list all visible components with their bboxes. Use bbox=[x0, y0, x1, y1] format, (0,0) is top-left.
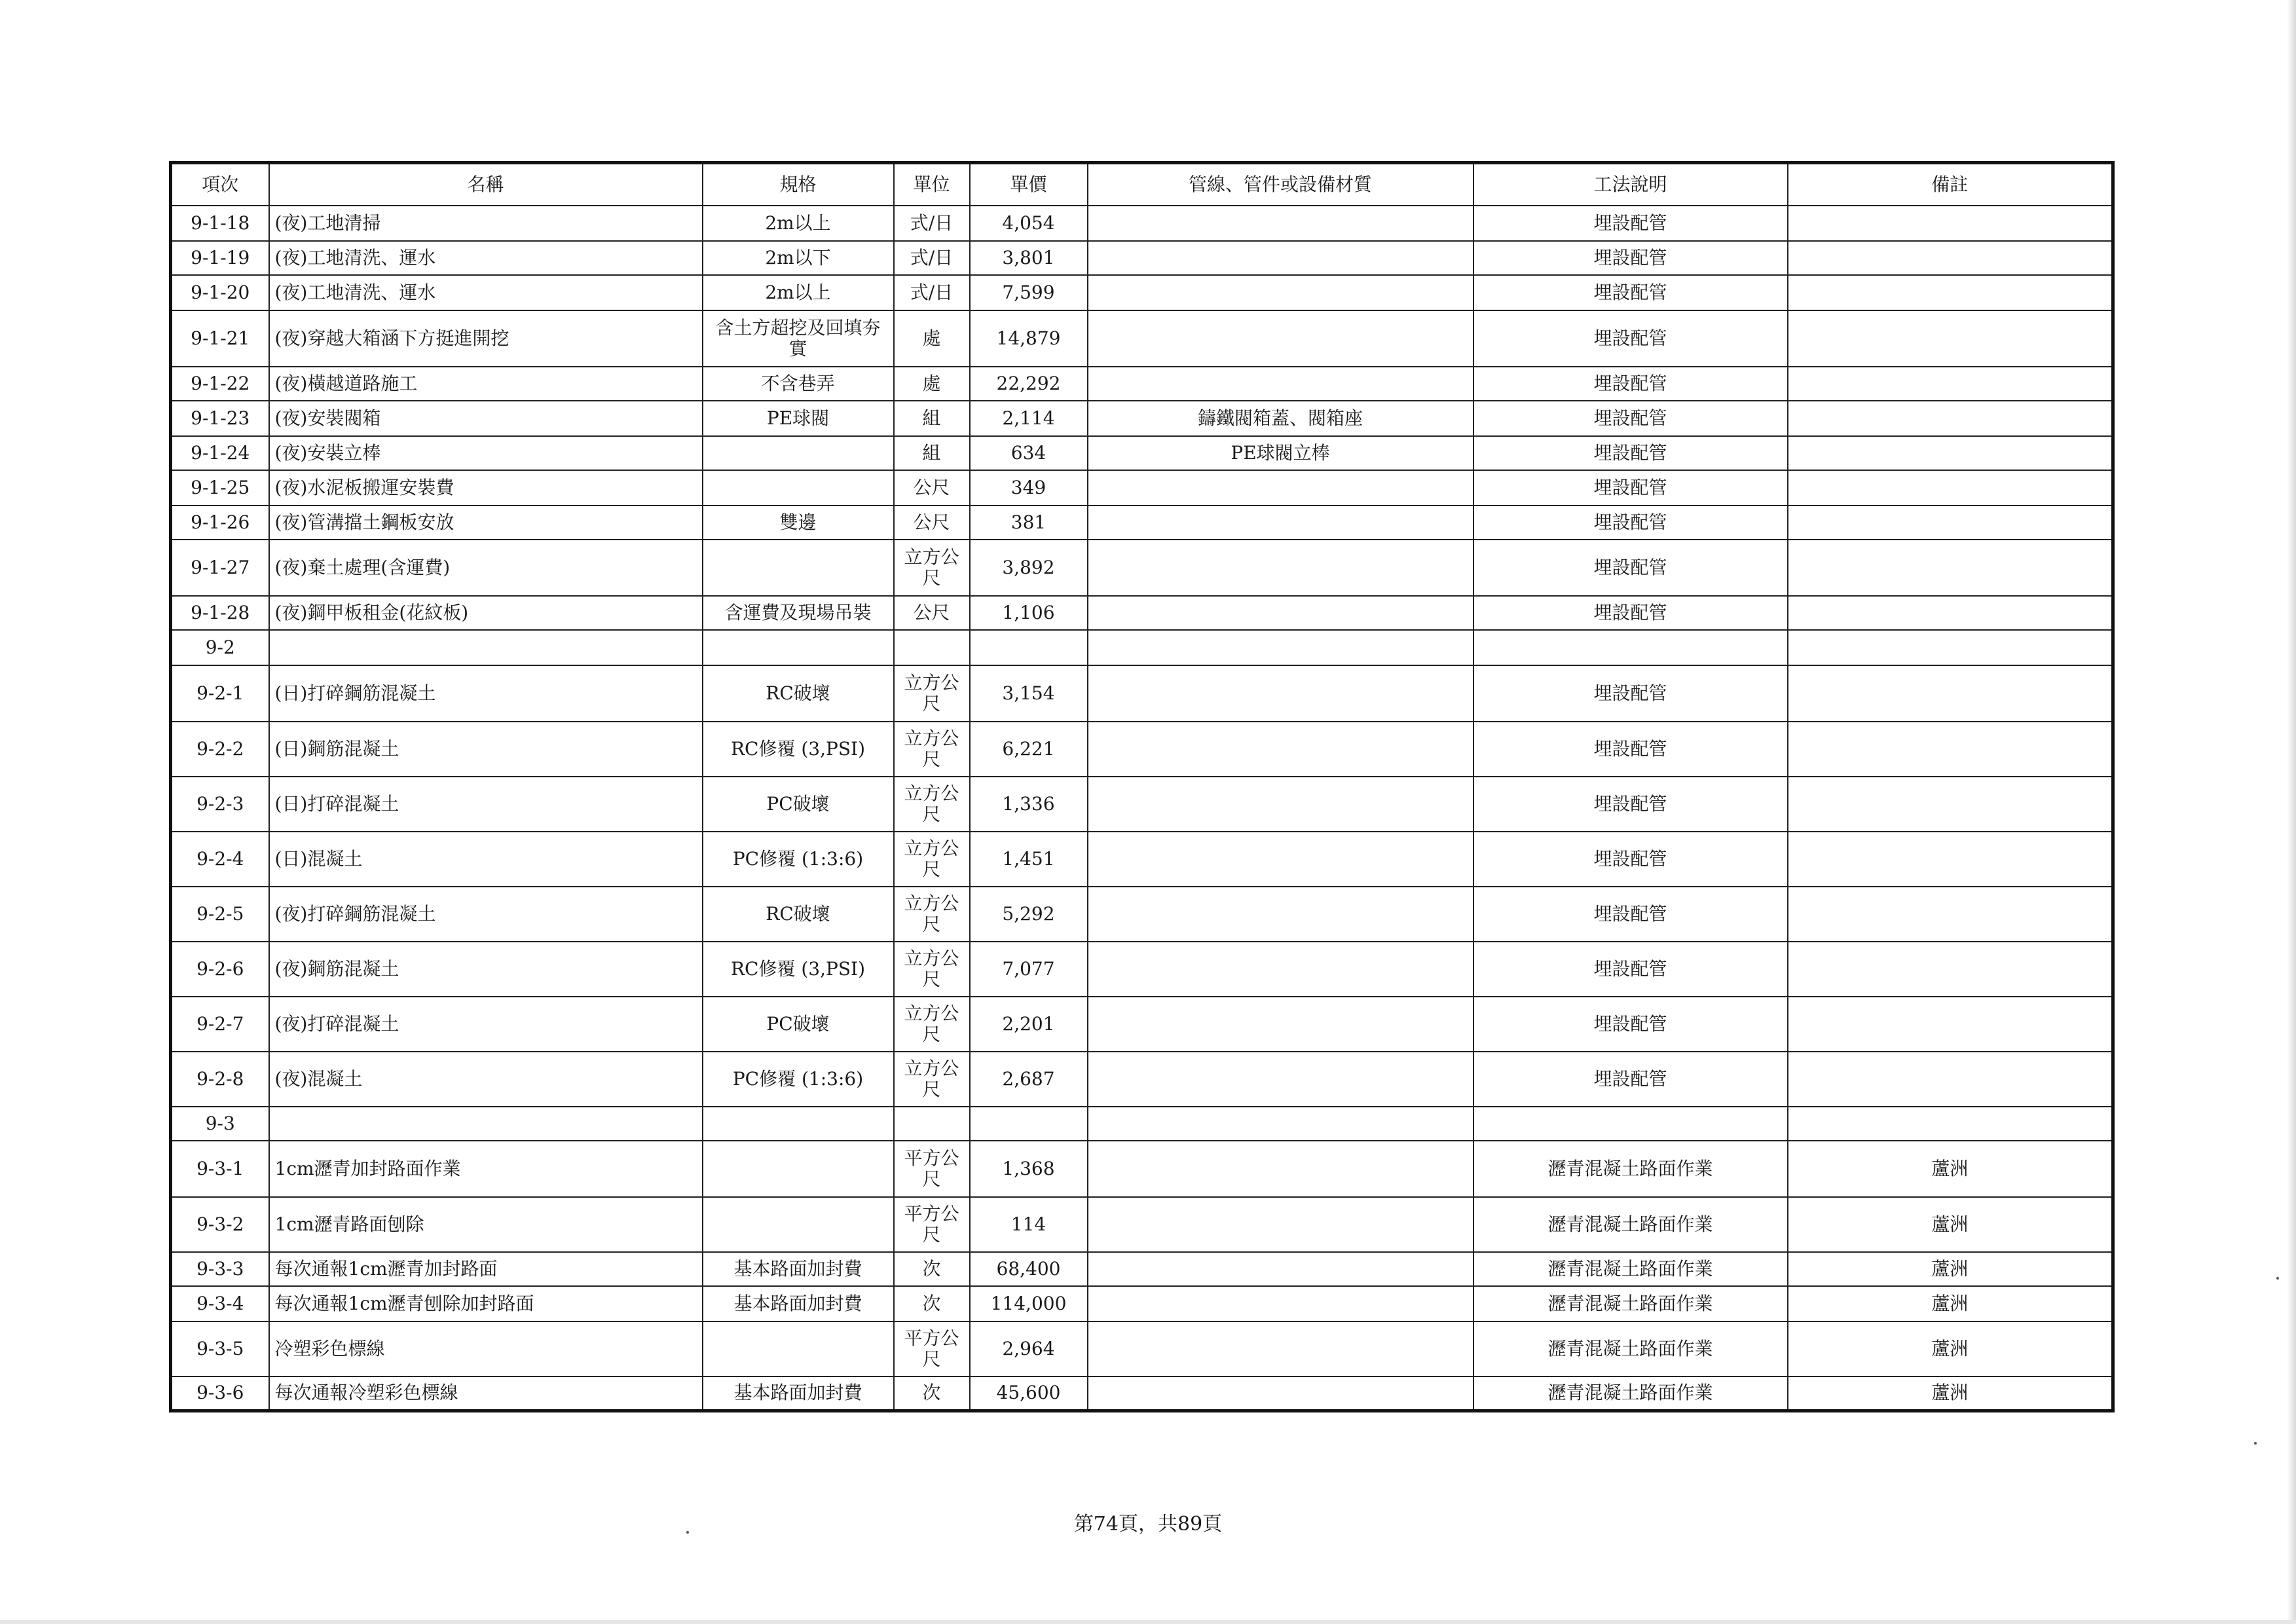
table-row bbox=[171, 206, 2113, 241]
cell-name: (日)打碎鋼筋混凝土 bbox=[269, 665, 703, 722]
cell-unit-price: 1,336 bbox=[970, 777, 1088, 832]
cell-spec: 基本路面加封費 bbox=[703, 1252, 894, 1286]
cell-unit: 立方公尺 bbox=[894, 722, 970, 777]
cell-method: 埋設配管 bbox=[1473, 596, 1788, 630]
table-row bbox=[171, 1197, 2113, 1252]
cell-unit: 公尺 bbox=[894, 596, 970, 630]
cell-material bbox=[1088, 1052, 1473, 1107]
cell-unit-price: 114,000 bbox=[970, 1286, 1088, 1321]
cell-item-no: 9-3-4 bbox=[171, 1286, 269, 1321]
cell-method: 埋設配管 bbox=[1473, 665, 1788, 722]
cell-method: 埋設配管 bbox=[1473, 942, 1788, 997]
table-row bbox=[171, 506, 2113, 540]
table-row bbox=[171, 630, 2113, 665]
cell-unit: 立方公尺 bbox=[894, 540, 970, 596]
cell-unit: 平方公尺 bbox=[894, 1197, 970, 1252]
cell-spec bbox=[703, 1197, 894, 1252]
cell-remark bbox=[1788, 470, 2113, 506]
cell-material bbox=[1088, 540, 1473, 596]
cell-unit-price: 3,154 bbox=[970, 665, 1088, 722]
cell-spec: 基本路面加封費 bbox=[703, 1286, 894, 1321]
cell-remark bbox=[1788, 241, 2113, 275]
cell-unit: 組 bbox=[894, 436, 970, 470]
table-row bbox=[171, 1107, 2113, 1141]
cell-method: 埋設配管 bbox=[1473, 997, 1788, 1052]
table-row bbox=[171, 997, 2113, 1052]
cell-name: (夜)打碎鋼筋混凝土 bbox=[269, 887, 703, 942]
cell-unit-price: 2,964 bbox=[970, 1321, 1088, 1376]
cell-unit-price: 3,892 bbox=[970, 540, 1088, 596]
cell-method: 埋設配管 bbox=[1473, 887, 1788, 942]
cell-spec: PC修覆 (1:3:6) bbox=[703, 1052, 894, 1107]
cell-unit-price: 7,599 bbox=[970, 275, 1088, 310]
cell-name: (夜)水泥板搬運安裝費 bbox=[269, 470, 703, 506]
cell-item-no: 9-2-6 bbox=[171, 942, 269, 997]
table-row bbox=[171, 722, 2113, 777]
cell-spec: PC破壞 bbox=[703, 997, 894, 1052]
cell-material bbox=[1088, 241, 1473, 275]
table-row bbox=[171, 1252, 2113, 1286]
cell-method: 埋設配管 bbox=[1473, 241, 1788, 275]
cell-item-no: 9-2-1 bbox=[171, 665, 269, 722]
cell-spec: 2m以上 bbox=[703, 275, 894, 310]
cell-unit-price: 381 bbox=[970, 506, 1088, 540]
cell-unit: 式/日 bbox=[894, 206, 970, 241]
cell-name: (夜)穿越大箱涵下方挺進開挖 bbox=[269, 310, 703, 367]
cell-method: 埋設配管 bbox=[1473, 401, 1788, 436]
cell-item-no: 9-1-24 bbox=[171, 436, 269, 470]
cell-spec: 2m以下 bbox=[703, 241, 894, 275]
cell-unit-price: 14,879 bbox=[970, 310, 1088, 367]
table-row bbox=[171, 241, 2113, 275]
cell-material bbox=[1088, 275, 1473, 310]
cell-spec: RC破壞 bbox=[703, 887, 894, 942]
cell-spec: 不含巷弄 bbox=[703, 367, 894, 401]
table-row bbox=[171, 310, 2113, 367]
header-name: 名稱 bbox=[269, 163, 703, 206]
cell-name: (夜)鋼甲板租金(花紋板) bbox=[269, 596, 703, 630]
cell-name: 1cm瀝青路面刨除 bbox=[269, 1197, 703, 1252]
cell-remark: 蘆洲 bbox=[1788, 1141, 2113, 1197]
table-row bbox=[171, 401, 2113, 436]
cell-item-no: 9-1-25 bbox=[171, 470, 269, 506]
cell-method: 埋設配管 bbox=[1473, 540, 1788, 596]
cell-unit: 立方公尺 bbox=[894, 832, 970, 887]
header-remarks: 備註 bbox=[1788, 163, 2113, 206]
cell-unit-price: 1,451 bbox=[970, 832, 1088, 887]
cell-method: 埋設配管 bbox=[1473, 832, 1788, 887]
cell-name: (夜)安裝閥箱 bbox=[269, 401, 703, 436]
cell-unit-price: 634 bbox=[970, 436, 1088, 470]
cell-name: 每次通報冷塑彩色標線 bbox=[269, 1376, 703, 1411]
table-row bbox=[171, 470, 2113, 506]
cell-name: (夜)打碎混凝土 bbox=[269, 997, 703, 1052]
cell-unit-price: 68,400 bbox=[970, 1252, 1088, 1286]
table-row bbox=[171, 596, 2113, 630]
cell-unit-price: 22,292 bbox=[970, 367, 1088, 401]
cell-unit-price: 2,201 bbox=[970, 997, 1088, 1052]
page-bottom-edge bbox=[0, 1620, 2296, 1624]
scan-speck bbox=[686, 1531, 689, 1534]
cell-unit: 處 bbox=[894, 310, 970, 367]
cell-material bbox=[1088, 1252, 1473, 1286]
cell-spec: RC修覆 (3,PSI) bbox=[703, 722, 894, 777]
cell-remark bbox=[1788, 630, 2113, 665]
cell-unit-price: 3,801 bbox=[970, 241, 1088, 275]
cell-remark bbox=[1788, 310, 2113, 367]
cell-unit: 立方公尺 bbox=[894, 997, 970, 1052]
cell-remark bbox=[1788, 540, 2113, 596]
cell-material: PE球閥立棒 bbox=[1088, 436, 1473, 470]
cell-remark bbox=[1788, 1107, 2113, 1141]
cell-method: 埋設配管 bbox=[1473, 722, 1788, 777]
cell-item-no: 9-2-3 bbox=[171, 777, 269, 832]
cell-item-no: 9-3-5 bbox=[171, 1321, 269, 1376]
cell-item-no: 9-3-2 bbox=[171, 1197, 269, 1252]
cell-method bbox=[1473, 630, 1788, 665]
cell-spec: 雙邊 bbox=[703, 506, 894, 540]
cell-item-no: 9-1-20 bbox=[171, 275, 269, 310]
cell-spec: PC破壞 bbox=[703, 777, 894, 832]
cell-material bbox=[1088, 206, 1473, 241]
table-header-row bbox=[171, 163, 2113, 206]
cell-remark: 蘆洲 bbox=[1788, 1376, 2113, 1411]
cell-material bbox=[1088, 1197, 1473, 1252]
cell-unit-price bbox=[970, 630, 1088, 665]
cell-unit: 式/日 bbox=[894, 241, 970, 275]
cell-item-no: 9-3-1 bbox=[171, 1141, 269, 1197]
header-unit-price: 單價 bbox=[970, 163, 1088, 206]
cell-name: 冷塑彩色標線 bbox=[269, 1321, 703, 1376]
cell-spec: 基本路面加封費 bbox=[703, 1376, 894, 1411]
cell-method: 埋設配管 bbox=[1473, 367, 1788, 401]
cell-item-no: 9-2-4 bbox=[171, 832, 269, 887]
cell-unit: 立方公尺 bbox=[894, 665, 970, 722]
cell-remark bbox=[1788, 275, 2113, 310]
cell-unit: 平方公尺 bbox=[894, 1141, 970, 1197]
header-unit: 單位 bbox=[894, 163, 970, 206]
cell-item-no: 9-1-22 bbox=[171, 367, 269, 401]
table-row bbox=[171, 1376, 2113, 1411]
cell-spec: 含土方超挖及回填夯實 bbox=[703, 310, 894, 367]
cell-remark bbox=[1788, 401, 2113, 436]
cell-method: 埋設配管 bbox=[1473, 777, 1788, 832]
cell-unit bbox=[894, 1107, 970, 1141]
cell-unit: 立方公尺 bbox=[894, 887, 970, 942]
table-row bbox=[171, 1141, 2113, 1197]
table-row bbox=[171, 540, 2113, 596]
cell-material bbox=[1088, 777, 1473, 832]
cell-material bbox=[1088, 1321, 1473, 1376]
cell-remark: 蘆洲 bbox=[1788, 1321, 2113, 1376]
cell-material bbox=[1088, 470, 1473, 506]
cell-material bbox=[1088, 722, 1473, 777]
cell-item-no: 9-1-19 bbox=[171, 241, 269, 275]
cell-method: 瀝青混凝土路面作業 bbox=[1473, 1252, 1788, 1286]
cell-material bbox=[1088, 887, 1473, 942]
cell-name: (日)鋼筋混凝土 bbox=[269, 722, 703, 777]
cell-material bbox=[1088, 596, 1473, 630]
unit-price-table bbox=[169, 161, 2115, 1412]
cell-item-no: 9-1-18 bbox=[171, 206, 269, 241]
cell-spec bbox=[703, 470, 894, 506]
cell-item-no: 9-3 bbox=[171, 1107, 269, 1141]
cell-name: (日)打碎混凝土 bbox=[269, 777, 703, 832]
cell-unit-price: 1,368 bbox=[970, 1141, 1088, 1197]
cell-spec: RC破壞 bbox=[703, 665, 894, 722]
cell-item-no: 9-1-21 bbox=[171, 310, 269, 367]
cell-name: (夜)管溝擋土鋼板安放 bbox=[269, 506, 703, 540]
cell-remark bbox=[1788, 777, 2113, 832]
cell-unit: 公尺 bbox=[894, 506, 970, 540]
table-row bbox=[171, 1286, 2113, 1321]
cell-unit-price: 6,221 bbox=[970, 722, 1088, 777]
cell-remark: 蘆洲 bbox=[1788, 1252, 2113, 1286]
cell-name: (夜)橫越道路施工 bbox=[269, 367, 703, 401]
cell-remark bbox=[1788, 942, 2113, 997]
cell-spec: 2m以上 bbox=[703, 206, 894, 241]
cell-unit: 次 bbox=[894, 1286, 970, 1321]
cell-name: (日)混凝土 bbox=[269, 832, 703, 887]
cell-unit bbox=[894, 630, 970, 665]
header-spec: 規格 bbox=[703, 163, 894, 206]
cell-method: 瀝青混凝土路面作業 bbox=[1473, 1197, 1788, 1252]
cell-name: (夜)工地清掃 bbox=[269, 206, 703, 241]
cell-remark bbox=[1788, 367, 2113, 401]
cell-unit-price: 2,687 bbox=[970, 1052, 1088, 1107]
cell-method: 瀝青混凝土路面作業 bbox=[1473, 1321, 1788, 1376]
cell-spec bbox=[703, 630, 894, 665]
cell-item-no: 9-2-7 bbox=[171, 997, 269, 1052]
table-row bbox=[171, 275, 2113, 310]
cell-method: 埋設配管 bbox=[1473, 310, 1788, 367]
cell-name bbox=[269, 630, 703, 665]
cell-unit: 平方公尺 bbox=[894, 1321, 970, 1376]
cell-unit-price: 349 bbox=[970, 470, 1088, 506]
cell-remark: 蘆洲 bbox=[1788, 1197, 2113, 1252]
cell-name bbox=[269, 1107, 703, 1141]
cell-name: 每次通報1cm瀝青加封路面 bbox=[269, 1252, 703, 1286]
cell-method: 瀝青混凝土路面作業 bbox=[1473, 1141, 1788, 1197]
cell-name: (夜)鋼筋混凝土 bbox=[269, 942, 703, 997]
cell-method: 埋設配管 bbox=[1473, 206, 1788, 241]
cell-material bbox=[1088, 665, 1473, 722]
cell-method: 瀝青混凝土路面作業 bbox=[1473, 1286, 1788, 1321]
cell-material bbox=[1088, 506, 1473, 540]
cell-method: 埋設配管 bbox=[1473, 1052, 1788, 1107]
cell-spec: RC修覆 (3,PSI) bbox=[703, 942, 894, 997]
page-edge-shadow bbox=[2287, 0, 2296, 1624]
table-row bbox=[171, 942, 2113, 997]
cell-remark bbox=[1788, 722, 2113, 777]
table-row bbox=[171, 1052, 2113, 1107]
cell-unit: 次 bbox=[894, 1252, 970, 1286]
page-number: 第74頁，共89頁 bbox=[1073, 1513, 1223, 1536]
cell-spec: 含運費及現場吊裝 bbox=[703, 596, 894, 630]
cell-spec bbox=[703, 436, 894, 470]
table-row bbox=[171, 665, 2113, 722]
cell-unit-price bbox=[970, 1107, 1088, 1141]
cell-unit-price: 45,600 bbox=[970, 1376, 1088, 1411]
cell-name: (夜)工地清洗、運水 bbox=[269, 275, 703, 310]
cell-spec: PE球閥 bbox=[703, 401, 894, 436]
cell-name: (夜)安裝立棒 bbox=[269, 436, 703, 470]
cell-method: 瀝青混凝土路面作業 bbox=[1473, 1376, 1788, 1411]
cell-method: 埋設配管 bbox=[1473, 436, 1788, 470]
cell-item-no: 9-3-6 bbox=[171, 1376, 269, 1411]
cell-material bbox=[1088, 997, 1473, 1052]
cell-remark bbox=[1788, 506, 2113, 540]
cell-material bbox=[1088, 832, 1473, 887]
cell-material bbox=[1088, 1141, 1473, 1197]
cell-unit-price: 5,292 bbox=[970, 887, 1088, 942]
cell-remark bbox=[1788, 887, 2113, 942]
cell-unit: 組 bbox=[894, 401, 970, 436]
cell-method: 埋設配管 bbox=[1473, 275, 1788, 310]
cell-name: (夜)工地清洗、運水 bbox=[269, 241, 703, 275]
cell-name: 1cm瀝青加封路面作業 bbox=[269, 1141, 703, 1197]
cell-remark bbox=[1788, 206, 2113, 241]
cell-material bbox=[1088, 367, 1473, 401]
cell-unit: 公尺 bbox=[894, 470, 970, 506]
header-item-no: 項次 bbox=[171, 163, 269, 206]
table-row bbox=[171, 436, 2113, 470]
cell-unit-price: 7,077 bbox=[970, 942, 1088, 997]
cell-unit: 處 bbox=[894, 367, 970, 401]
cell-spec bbox=[703, 1141, 894, 1197]
cell-method: 埋設配管 bbox=[1473, 470, 1788, 506]
cell-material bbox=[1088, 1376, 1473, 1411]
table-body bbox=[171, 206, 2113, 1411]
cell-unit-price: 4,054 bbox=[970, 206, 1088, 241]
cell-unit-price: 114 bbox=[970, 1197, 1088, 1252]
table-row bbox=[171, 1321, 2113, 1376]
cell-item-no: 9-3-3 bbox=[171, 1252, 269, 1286]
cell-method bbox=[1473, 1107, 1788, 1141]
cell-spec bbox=[703, 540, 894, 596]
cell-spec: PC修覆 (1:3:6) bbox=[703, 832, 894, 887]
cell-item-no: 9-2-8 bbox=[171, 1052, 269, 1107]
cell-method: 埋設配管 bbox=[1473, 506, 1788, 540]
cell-unit: 式/日 bbox=[894, 275, 970, 310]
cell-material bbox=[1088, 942, 1473, 997]
cell-remark: 蘆洲 bbox=[1788, 1286, 2113, 1321]
cell-name: (夜)混凝土 bbox=[269, 1052, 703, 1107]
cell-item-no: 9-2 bbox=[171, 630, 269, 665]
table-row bbox=[171, 367, 2113, 401]
cell-name: 每次通報1cm瀝青刨除加封路面 bbox=[269, 1286, 703, 1321]
cell-item-no: 9-2-2 bbox=[171, 722, 269, 777]
cell-unit: 立方公尺 bbox=[894, 942, 970, 997]
cell-unit: 立方公尺 bbox=[894, 777, 970, 832]
cell-remark bbox=[1788, 1052, 2113, 1107]
header-method: 工法說明 bbox=[1473, 163, 1788, 206]
cell-material bbox=[1088, 1286, 1473, 1321]
cell-item-no: 9-1-28 bbox=[171, 596, 269, 630]
cell-name: (夜)棄土處理(含運費) bbox=[269, 540, 703, 596]
cell-item-no: 9-1-27 bbox=[171, 540, 269, 596]
cell-remark bbox=[1788, 997, 2113, 1052]
cell-spec bbox=[703, 1321, 894, 1376]
cell-unit-price: 1,106 bbox=[970, 596, 1088, 630]
table-row bbox=[171, 832, 2113, 887]
cell-item-no: 9-1-23 bbox=[171, 401, 269, 436]
cell-material: 鑄鐵閥箱蓋、閥箱座 bbox=[1088, 401, 1473, 436]
scan-speck bbox=[2276, 1277, 2279, 1280]
cell-unit: 立方公尺 bbox=[894, 1052, 970, 1107]
cell-material bbox=[1088, 1107, 1473, 1141]
cell-material bbox=[1088, 630, 1473, 665]
table-row bbox=[171, 887, 2113, 942]
cell-unit: 次 bbox=[894, 1376, 970, 1411]
cell-remark bbox=[1788, 832, 2113, 887]
cell-remark bbox=[1788, 596, 2113, 630]
cell-remark bbox=[1788, 436, 2113, 470]
cell-item-no: 9-2-5 bbox=[171, 887, 269, 942]
table-row bbox=[171, 777, 2113, 832]
cell-material bbox=[1088, 310, 1473, 367]
cell-spec bbox=[703, 1107, 894, 1141]
cell-remark bbox=[1788, 665, 2113, 722]
cell-unit-price: 2,114 bbox=[970, 401, 1088, 436]
scan-speck bbox=[2254, 1442, 2257, 1445]
cell-item-no: 9-1-26 bbox=[171, 506, 269, 540]
header-material: 管線、管件或設備材質 bbox=[1088, 163, 1473, 206]
